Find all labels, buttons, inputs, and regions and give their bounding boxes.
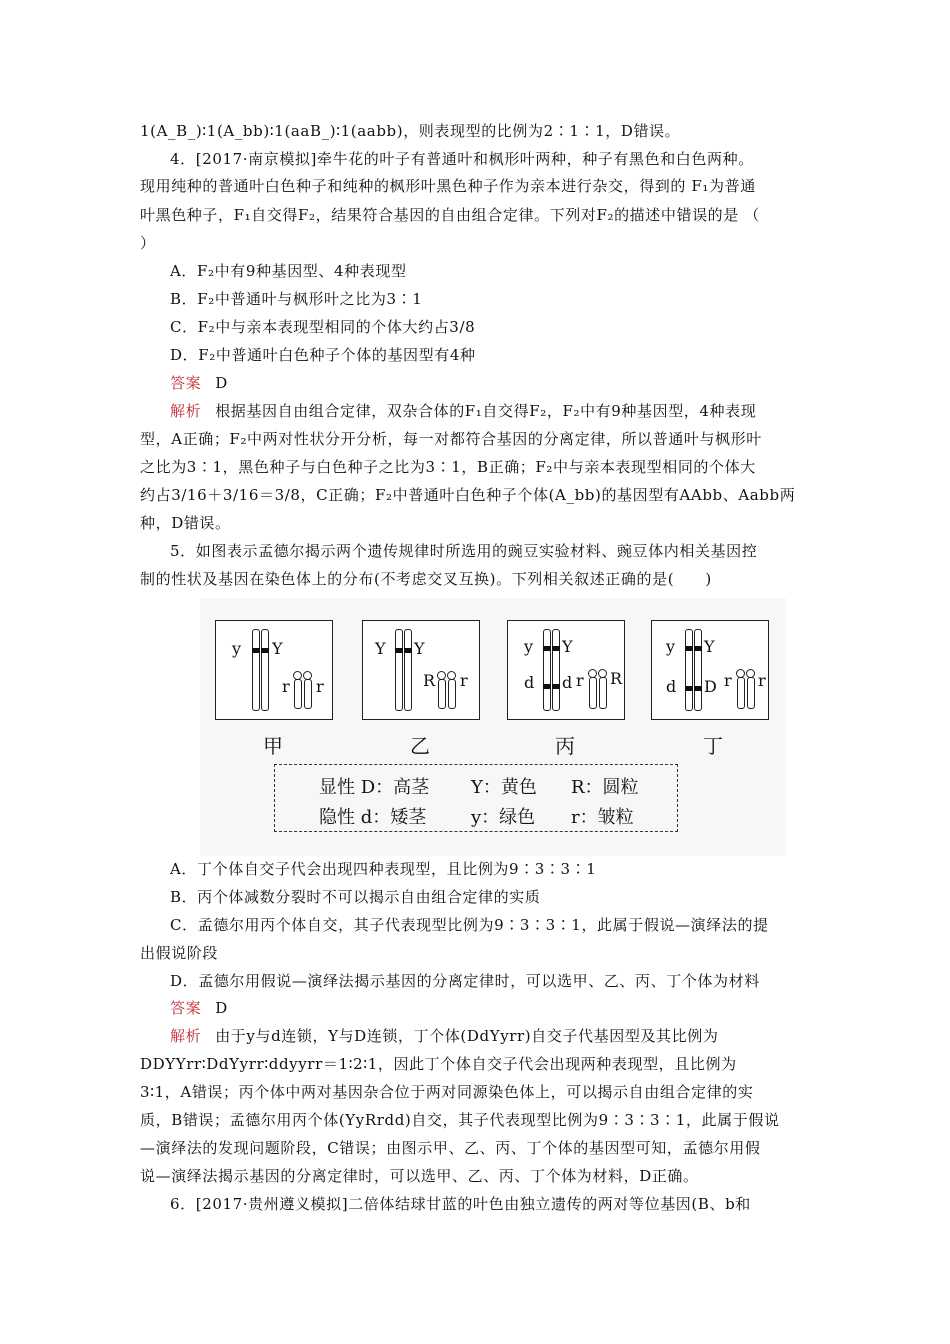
q4-analysis-4: 约占3/16＋3/16＝3/8，C正确；F₂中普通叶白色种子个体(A_bb)的基因型有AAbb、Aabb两 xyxy=(140,486,796,504)
gene-label: r xyxy=(282,677,290,696)
q4-option-a: A．F₂中有9种基因型、4种表现型 xyxy=(170,262,407,280)
q4-analysis-5: 种，D错误。 xyxy=(140,514,231,532)
q4-analysis-1: 解析 根据基因自由组合定律，双杂合体的F₁自交得F₂，F₂中有9种基因型，4种表现 xyxy=(170,402,757,420)
gene-label: Y xyxy=(272,639,283,658)
gene-label: d xyxy=(562,673,573,692)
q4-option-d: D．F₂中普通叶白色种子个体的基因型有4种 xyxy=(170,346,476,364)
q4-analysis-3: 之比为3∶1，黑色种子与白色种子之比为3∶1，B正确；F₂中与亲本表现型相同的个体大 xyxy=(140,458,756,476)
figure-legend: 显性 D：高茎 Y：黄色 R：圆粒 隐性 d：矮茎 y：绿色 r：皱粒 xyxy=(274,764,678,832)
q3-tail: 1(A_B_)∶1(A_bb)∶1(aaB_)∶1(aabb)，则表现型的比例为2∶1∶1，D错误。 xyxy=(140,122,681,140)
q5-option-d: D．孟德尔用假说—演绎法揭示基因的分离定律时，可以选甲、乙、丙、丁个体为材料 xyxy=(170,972,760,990)
gene-label: Y xyxy=(562,637,573,656)
panel-yi xyxy=(362,620,480,720)
gene-label: R xyxy=(610,669,623,688)
gene-label: y xyxy=(666,637,676,656)
gene-label: y xyxy=(232,639,242,658)
q5-stem-2: 制的性状及基因在染色体上的分布(不考虑交叉互换)。下列相关叙述正确的是( ) xyxy=(140,570,712,588)
gene-label: Y xyxy=(414,639,425,658)
panel-bing xyxy=(507,620,625,720)
gene-label: Y xyxy=(704,637,715,656)
gene-label: r xyxy=(758,671,766,690)
q4-option-c: C．F₂中与亲本表现型相同的个体大约占3/8 xyxy=(170,318,476,336)
q5-analysis-5: —演绎法的发现问题阶段，C错误；由图示甲、乙、丙、丁个体的基因型可知，孟德尔用假 xyxy=(140,1139,761,1157)
q6-stem-1: 6．[2017·贵州遵义模拟]二倍体结球甘蓝的叶色由独立遗传的两对等位基因(B、b和 xyxy=(170,1195,751,1213)
q4-option-b: B．F₂中普通叶与枫形叶之比为3∶1 xyxy=(170,290,423,308)
answer-label: 答案 xyxy=(170,999,202,1017)
gene-label: d xyxy=(524,673,535,692)
panel-label-jia: 甲 xyxy=(263,734,283,758)
q4-stem-1: 4．[2017·南京模拟]牵牛花的叶子有普通叶和枫形叶两种，种子有黑色和白色两种。 xyxy=(170,150,754,168)
q5-stem-1: 5．如图表示孟德尔揭示两个遗传规律时所选用的豌豆实验材料、豌豆体内相关基因控 xyxy=(170,542,758,560)
q5-option-c: C．孟德尔用丙个体自交，其子代表现型比例为9∶3∶3∶1，此属于假说—演绎法的提 xyxy=(170,916,769,934)
q5-option-b: B．丙个体减数分裂时不可以揭示自由组合定律的实质 xyxy=(170,888,541,906)
gene-label: r xyxy=(316,677,324,696)
q5-analysis-4: 质，B错误；孟德尔用丙个体(YyRrdd)自交，其子代表现型比例为9∶3∶3∶1，此属于假说 xyxy=(140,1111,780,1129)
gene-label: d xyxy=(666,677,677,696)
gene-label: y xyxy=(524,637,534,656)
q4-stem-3: 叶黑色种子，F₁自交得F₂，结果符合基因的自由组合定律。下列对F₂的描述中错误的是 （ xyxy=(140,206,760,224)
analysis-label: 解析 xyxy=(170,1027,202,1045)
q4-analysis-2: 型，A正确；F₂中两对性状分开分析，每一对都符合基因的分离定律，所以普通叶与枫形叶 xyxy=(140,430,762,448)
q5-option-c-cont: 出假说阶段 xyxy=(140,944,219,962)
analysis-label: 解析 xyxy=(170,402,202,420)
gene-label: D xyxy=(704,677,717,696)
q5-analysis-1: 解析 由于y与d连锁，Y与D连锁，丁个体(DdYyrr)自交子代基因型及其比例为 xyxy=(170,1027,719,1045)
q4-stem-4: ） xyxy=(140,234,156,252)
q5-analysis-2: DDYYrr∶DdYyrr∶ddyyrr＝1∶2∶1，因此丁个体自交子代会出现两种表现型，且比例为 xyxy=(140,1055,737,1073)
q5-analysis-3: 3∶1，A错误；丙个体中两对基因杂合位于两对同源染色体上，可以揭示自由组合定律的实 xyxy=(140,1083,754,1101)
gene-label: r xyxy=(724,671,732,690)
panel-label-bing: 丙 xyxy=(555,734,575,758)
q4-stem-2: 现用纯种的普通叶白色种子和纯种的枫形叶黑色种子作为亲本进行杂交，得到的 F₁为普通 xyxy=(140,177,756,195)
answer-value: D xyxy=(215,999,228,1017)
answer-value: D xyxy=(215,374,228,392)
q5-option-a: A．丁个体自交子代会出现四种表现型，且比例为9∶3∶3∶1 xyxy=(170,860,597,878)
chromosome-figure xyxy=(200,598,786,856)
gene-label: r xyxy=(460,671,468,690)
q5-answer xyxy=(170,998,820,1018)
panel-label-ding: 丁 xyxy=(703,734,723,758)
q4-answer xyxy=(170,373,820,393)
gene-label: R xyxy=(423,671,436,690)
panel-label-yi: 乙 xyxy=(410,734,430,758)
gene-label: Y xyxy=(375,639,386,658)
answer-label: 答案 xyxy=(170,374,202,392)
panel-jia xyxy=(215,620,333,720)
q5-analysis-6: 说—演绎法揭示基因的分离定律时，可以选甲、乙、丙、丁个体为材料，D正确。 xyxy=(140,1167,699,1185)
panel-ding xyxy=(651,620,769,720)
gene-label: r xyxy=(576,671,584,690)
